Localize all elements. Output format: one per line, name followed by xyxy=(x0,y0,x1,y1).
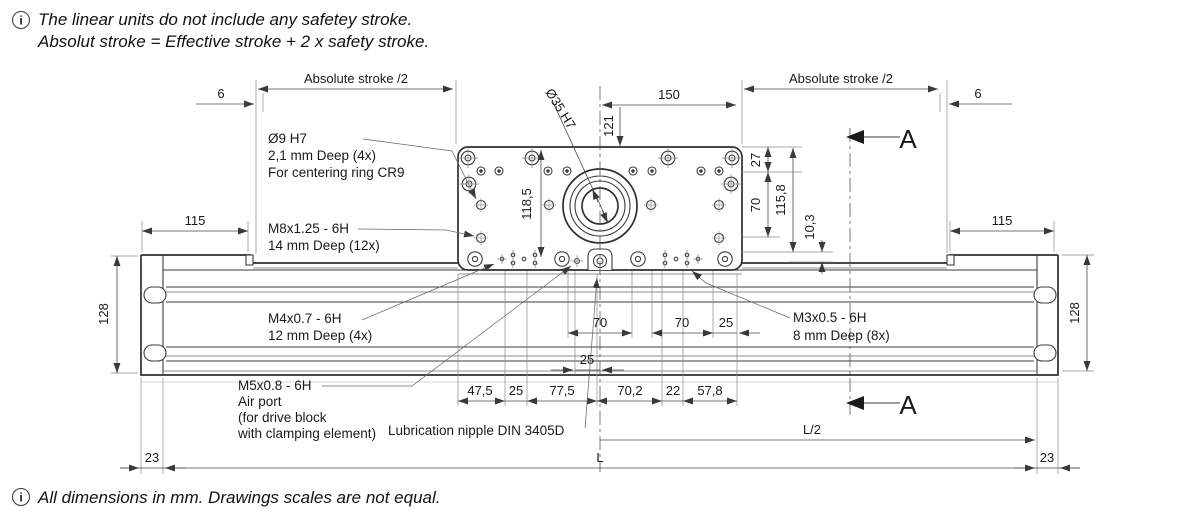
right-cap-slot-upper xyxy=(1034,287,1056,303)
svg-text:27: 27 xyxy=(748,152,763,168)
svg-text:70: 70 xyxy=(592,315,608,330)
callout-m5-line1: M5x0.8 - 6H xyxy=(238,378,312,393)
callout-m8-line2: 14 mm Deep (12x) xyxy=(268,238,380,253)
svg-text:70: 70 xyxy=(674,315,690,330)
dim-row1-70b xyxy=(652,315,713,333)
svg-text:115: 115 xyxy=(991,213,1013,228)
svg-text:Ø35 H7: Ø35 H7 xyxy=(542,85,579,132)
dim-chain-22: 22 xyxy=(665,383,681,398)
dim-chain-57-8: 57,8 xyxy=(697,383,723,398)
svg-text:Absolute stroke /2: Absolute stroke /2 xyxy=(788,71,894,86)
callout-m5-line2: Air port xyxy=(238,394,282,409)
dim-115-right xyxy=(950,213,1054,252)
callout-centering-line3: For centering ring CR9 xyxy=(268,165,405,180)
dim-128-left xyxy=(96,256,138,373)
left-cap-slot-upper xyxy=(144,287,166,303)
svg-text:115: 115 xyxy=(184,213,206,228)
dim-27 xyxy=(748,147,768,172)
dim-70-side xyxy=(748,172,768,237)
svg-text:Absolute stroke /2: Absolute stroke /2 xyxy=(303,71,409,86)
section-label-bottom: A xyxy=(899,390,917,420)
bottom-note xyxy=(13,488,441,507)
note-dimensions-mm: All dimensions in mm. Drawings scales are not equal. xyxy=(38,488,441,507)
dim-chain-70-2: 70,2 xyxy=(617,383,643,398)
dim-128-right xyxy=(1062,255,1094,371)
dim-23-left: 23 xyxy=(144,450,160,465)
svg-text:118,5: 118,5 xyxy=(519,188,534,220)
svg-text:70: 70 xyxy=(748,197,763,213)
callout-m3-line2: 8 mm Deep (8x) xyxy=(793,328,890,343)
callout-m4 xyxy=(268,264,494,343)
dim-chain-47-5: 47,5 xyxy=(467,383,493,398)
top-note xyxy=(13,10,430,51)
svg-text:6: 6 xyxy=(217,86,225,101)
dim-chain-77-5: 77,5 xyxy=(549,383,575,398)
svg-text:115,8: 115,8 xyxy=(773,184,788,216)
svg-text:25: 25 xyxy=(579,352,595,367)
dim-length: L xyxy=(596,450,604,465)
dim-absolute-stroke-left xyxy=(258,71,453,89)
note-safety-stroke-line2: Absolut stroke = Effective stroke + 2 x safety stroke. xyxy=(38,32,430,51)
callout-m3-line1: M3x0.5 - 6H xyxy=(793,310,867,325)
callout-m4-line2: 12 mm Deep (4x) xyxy=(268,328,373,343)
dim-115-left xyxy=(142,213,248,252)
svg-text:150: 150 xyxy=(658,87,680,102)
dim-chain-row xyxy=(458,383,737,401)
svg-text:25: 25 xyxy=(718,315,734,330)
dim-121 xyxy=(601,107,620,146)
right-cover-step xyxy=(947,255,954,265)
svg-text:128: 128 xyxy=(96,303,111,325)
dim-115-8 xyxy=(773,148,793,252)
dim-half-length xyxy=(600,422,1035,440)
dim-10-3 xyxy=(802,214,822,274)
dim-6-left xyxy=(196,86,254,104)
callout-centering-line1: Ø9 H7 xyxy=(268,131,308,146)
dim-6-right xyxy=(949,86,1012,104)
section-arrow-bottom xyxy=(846,390,917,420)
callout-centering-ring xyxy=(268,131,476,199)
svg-text:L/2: L/2 xyxy=(802,422,822,437)
callout-centering-line2: 2,1 mm Deep (4x) xyxy=(268,148,377,163)
left-cover-step xyxy=(246,255,253,265)
right-dimensions xyxy=(742,147,833,274)
callout-m4-line1: M4x0.7 - 6H xyxy=(268,311,342,326)
callout-m8-line1: M8x1.25 - 6H xyxy=(268,221,350,236)
section-label-top: A xyxy=(899,124,917,154)
dim-row1-25 xyxy=(713,315,760,333)
dim-chain-25: 25 xyxy=(508,383,524,398)
dim-absolute-stroke-right xyxy=(744,71,938,89)
svg-text:6: 6 xyxy=(974,86,982,101)
callout-lubrication-label: Lubrication nipple DIN 3405D xyxy=(388,423,565,438)
callout-m5-line3: (for drive block xyxy=(238,410,327,425)
svg-text:10,3: 10,3 xyxy=(802,214,817,240)
callout-m3 xyxy=(692,271,890,343)
right-cap-slot-lower xyxy=(1034,345,1056,361)
callout-m8 xyxy=(268,221,474,253)
left-cap-slot-lower xyxy=(144,345,166,361)
info-icon-glyph: i xyxy=(19,490,23,505)
svg-text:128: 128 xyxy=(1067,302,1082,324)
dim-150 xyxy=(602,87,736,105)
section-arrow-top xyxy=(846,124,917,154)
info-icon-glyph: i xyxy=(19,13,23,28)
note-safety-stroke-line1: The linear units do not include any safetey stroke. xyxy=(38,10,413,29)
dim-23-right: 23 xyxy=(1039,450,1055,465)
svg-text:121: 121 xyxy=(601,115,616,137)
callout-m5-line4: with clamping element) xyxy=(238,426,377,441)
